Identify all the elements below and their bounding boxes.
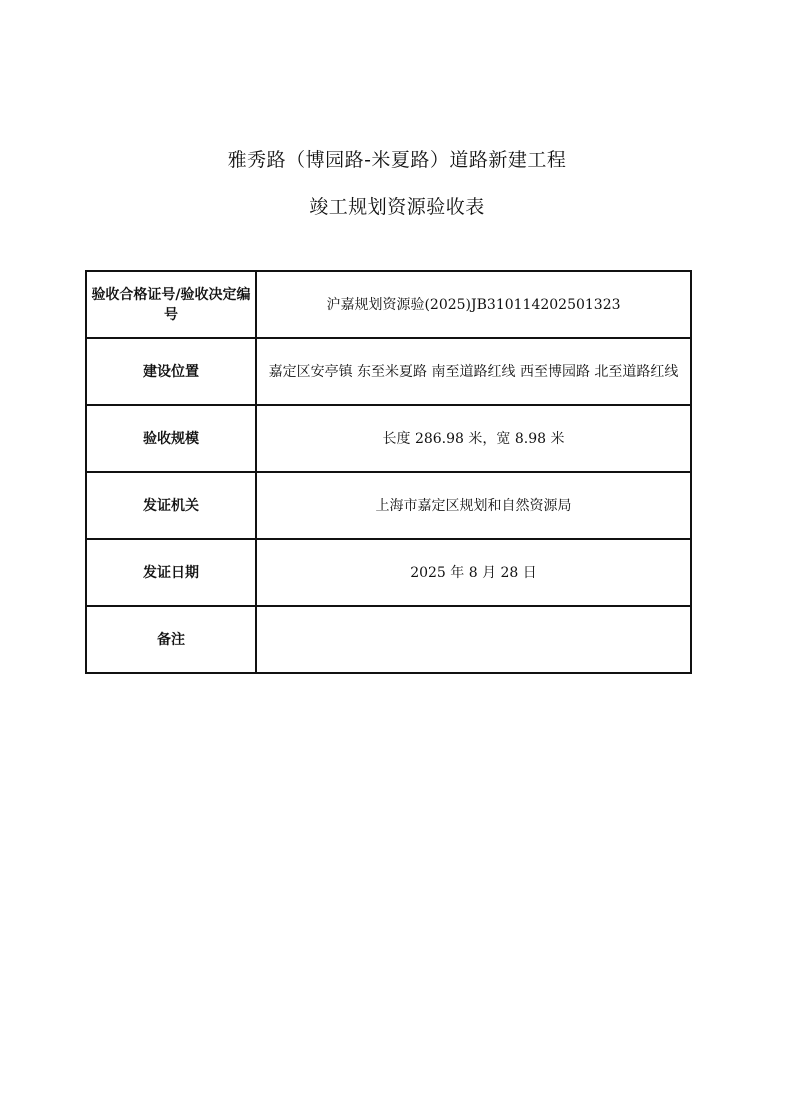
table-row — [86, 606, 691, 673]
certificate-number-label: 验收合格证号/验收决定编号 — [86, 271, 256, 338]
issue-date-value: 2025 年 8 月 28 日 — [256, 539, 691, 606]
table-row — [86, 338, 691, 405]
remarks-value — [256, 606, 691, 673]
issuing-authority-value: 上海市嘉定区规划和自然资源局 — [256, 472, 691, 539]
scale-value: 长度 286.98 米，宽 8.98 米 — [256, 405, 691, 472]
acceptance-table — [85, 270, 692, 674]
scale-label: 验收规模 — [86, 405, 256, 472]
certificate-number-value: 沪嘉规划资源验(2025)JB310114202501323 — [256, 271, 691, 338]
location-label: 建设位置 — [86, 338, 256, 405]
document-title: 雅秀路（博园路-米夏路）道路新建工程 — [227, 149, 567, 171]
issuing-authority-label: 发证机关 — [86, 472, 256, 539]
remarks-label: 备注 — [86, 606, 256, 673]
table-row — [86, 539, 691, 606]
issue-date-label: 发证日期 — [86, 539, 256, 606]
location-value: 嘉定区安亭镇 东至米夏路 南至道路红线 西至博园路 北至道路红线 — [256, 338, 691, 405]
table-row — [86, 405, 691, 472]
table-row — [86, 472, 691, 539]
document-subtitle: 竣工规划资源验收表 — [309, 196, 485, 218]
table-row — [86, 271, 691, 338]
